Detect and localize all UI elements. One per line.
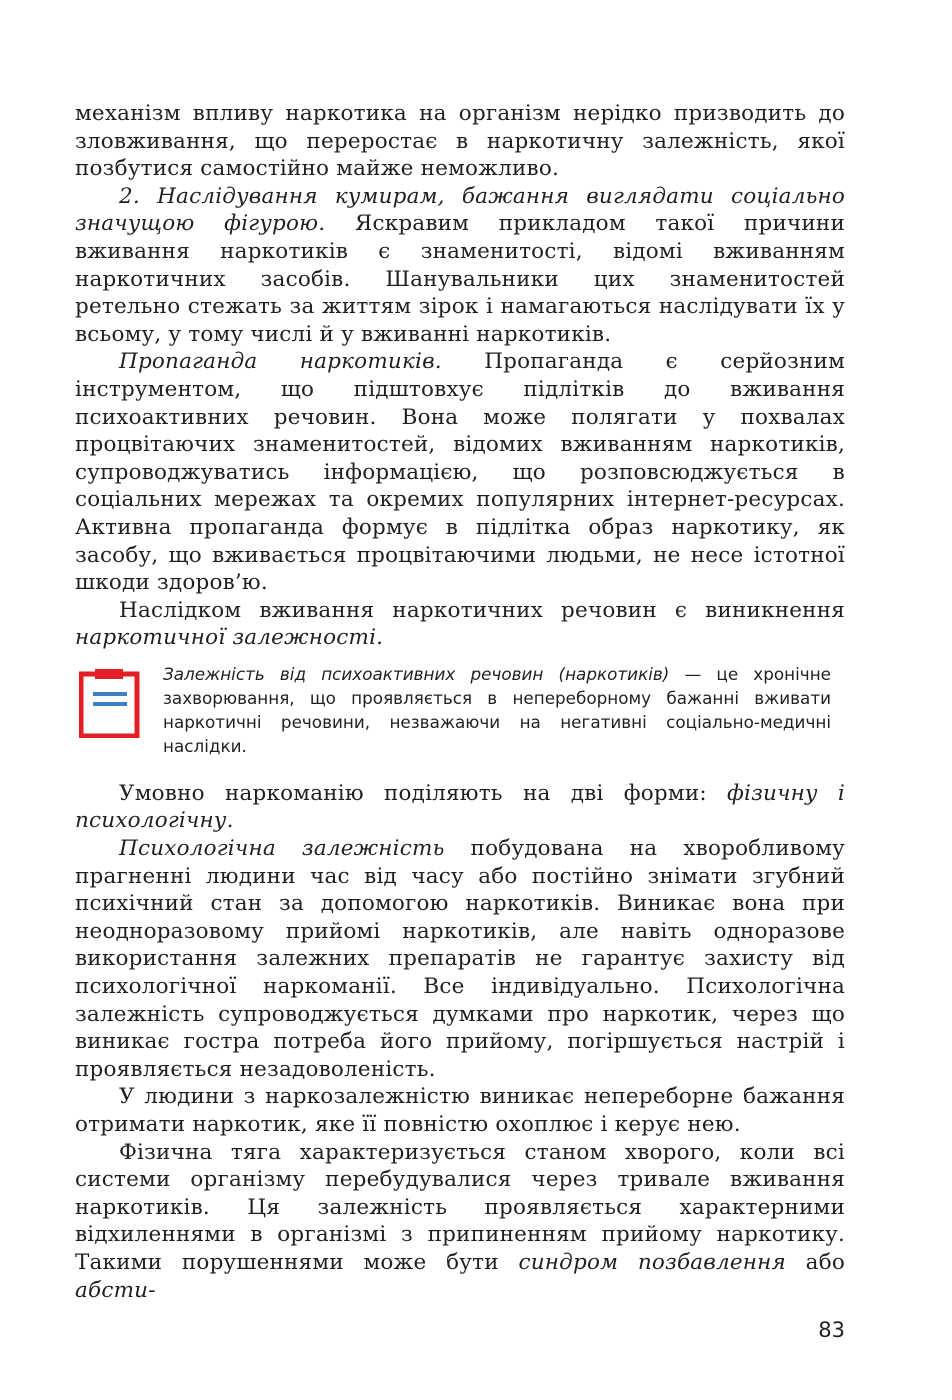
page-body: [75, 100, 845, 1304]
italic-heading: Пропаганда наркотиків.: [119, 349, 442, 375]
paragraph-text: побудована на хворобливому прагненні людини час від часу або постійно знімати згубний психічний стан за допомогою наркотиків. Виникає вона при неодноразовому прийомі наркотиків, але навіть одноразове використання залежних препаратів не гарантує захисту від психологічної наркоманії. Все індивідуально. Психологічна залежність супроводжується думками про наркотик, через що виникає гостра потреба його прийому, погіршується настрій і проявляється незадоволеність.: [75, 836, 845, 1082]
paragraph-text: механізм впливу наркотика на організм нерідко призводить до зловживання, що переростає в наркотичну залежність, якої позбутися самостійно майже неможливо.: [75, 101, 845, 182]
paragraph-imitation: [75, 183, 845, 349]
paragraph-text: або: [785, 1249, 845, 1275]
page-number: 83: [818, 1318, 845, 1342]
paragraph-consequence: [75, 597, 845, 652]
paragraph-text: Яскравим прикладом такої причини вживання наркотиків є знаменитості, відомі вживанням наркотичних засобів. Шанувальники цих знаменитостей ретельно стежать за життям зірок і намагаються наслідувати їх у всьому, у тому числі й у вживанні наркотиків.: [75, 211, 845, 347]
definition-body: — це хронічне захворювання, що проявляється в непереборному бажанні вживати наркотичні речовини, незважаючи на негативні соціально-медичні наслідки.: [163, 663, 831, 756]
paragraph-text: У людини з наркозалежністю виникає непереборне бажання отримати наркотик, яке її повністю охоплює і керує нею.: [75, 1084, 845, 1137]
paragraph-text: Наслідком вживання наркотичних речовин є виникнення: [119, 597, 845, 623]
definition-box: [75, 662, 845, 766]
paragraph-text: Пропаганда є серйозним інструментом, що підштовхує підлітків до вживання психоактивних речовин. Вона може полягати у похвалах процвітаючих знаменитостей, відомих вживанням наркотиків, супроводжуватись інформацією, що розповсюджується в соціальних мережах та окремих популярних інтернет-ресурсах. Активна пропаганда формує в підлітка образ наркотику, як засобу, що вживається процвітаючими людьми, не несе істотної шкоди здоров’ю.: [75, 349, 845, 596]
paragraph-mechanism: [75, 100, 845, 183]
paragraph-text: Умовно наркоманію поділяють на дві форми:: [119, 780, 728, 806]
italic-term: фізичну і психологічну.: [75, 780, 846, 834]
paragraph-forms: [75, 780, 845, 835]
paragraph-propaganda: [75, 348, 845, 596]
definition-term: Залежність від психоактивних речовин (наркотиків): [163, 663, 670, 684]
definition-text: [163, 662, 831, 758]
clipboard-icon: [79, 668, 141, 738]
italic-term: абсти-: [75, 1277, 156, 1303]
italic-term: синдром позбавлення: [518, 1249, 786, 1275]
paragraph-physical: [75, 1139, 845, 1305]
italic-term: наркотичної залежності.: [75, 625, 384, 651]
paragraph-craving: [75, 1083, 845, 1138]
italic-heading: 2. Наслідування кумирам, бажання виглядати соціально значущою фігурою.: [75, 183, 845, 237]
italic-heading: Психологічна залежність: [119, 836, 445, 862]
paragraph-text: Фізична тяга характеризується станом хворого, коли всі системи організму перебудувалися через тривале вживання наркотиків. Ця залежність проявляється характерними відхиленнями в організмі з припиненням прийому наркотику. Такими порушеннями може бути: [75, 1139, 845, 1275]
paragraph-psychological: [75, 835, 845, 1083]
